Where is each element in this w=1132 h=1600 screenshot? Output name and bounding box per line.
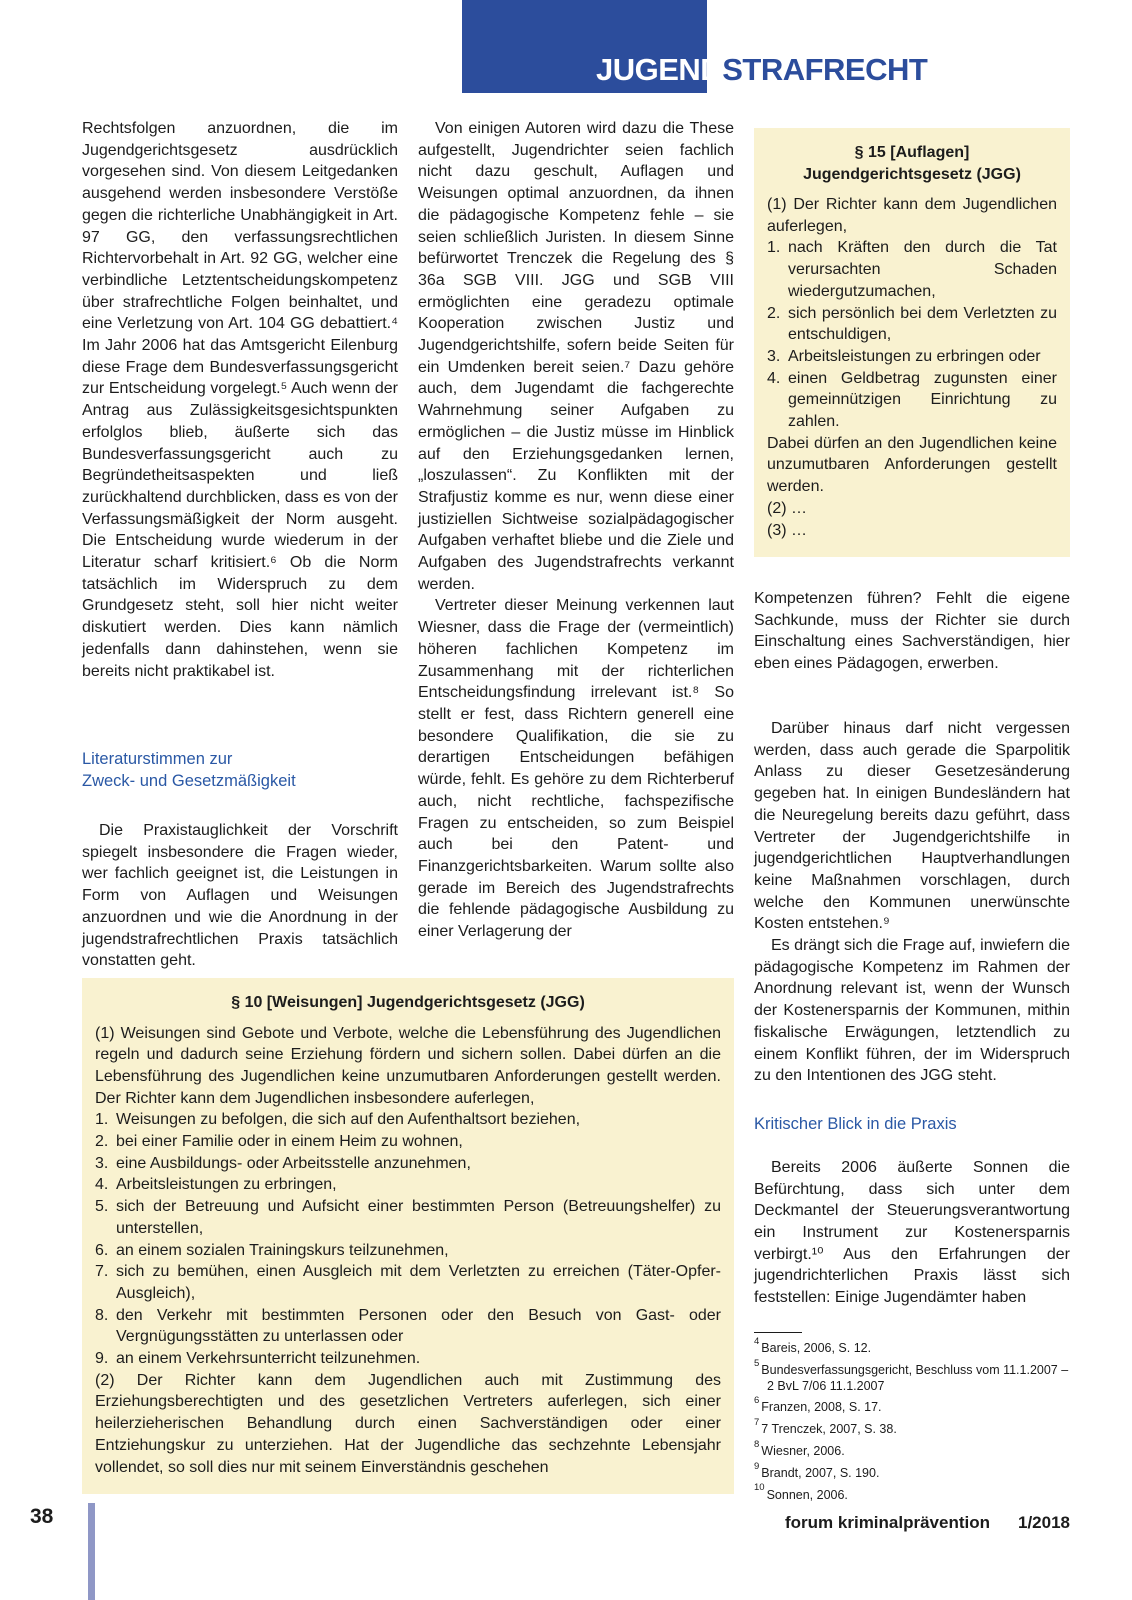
footnote-rule — [754, 1332, 802, 1333]
law-text: (3) … — [767, 521, 807, 539]
law-text: (1) Weisungen sind Gebote und Verbote, welche die Lebensführung des Jugendlichen regeln und dadurch seine Erziehung fördern und sichern sollen. Dabei dürfen an die Lebensführung des Jugendlichen keine unzumutbaren Anforderungen gestellt werden. Der Richter kann dem Jugendlichen insbesondere auferlegen, — [95, 1024, 721, 1107]
law-box-title: § 10 [Weisungen] Jugendgerichtsgesetz (JGG) — [231, 994, 585, 1011]
footnote: $^{10}$ Sonnen, 2006. — [754, 1482, 848, 1502]
page-number: 38 — [30, 1505, 54, 1528]
law-text: (1) Der Richter kann dem Jugendlichen auferlegen, — [767, 196, 1057, 235]
law-list-item: 3. Arbeitsleistungen zu erbringen oder — [767, 347, 1041, 365]
law-box-title — [767, 142, 1057, 185]
law-list-item: 6. an einem sozialen Trainingskurs teilzunehmen, — [95, 1241, 449, 1259]
law-list-item: 2. sich persönlich bei dem Verletzten zu entschuldigen, — [767, 304, 1057, 344]
footnote: $^5$ Bundesverfassungsgericht, Beschluss vom 11.1.2007 – 2 BvL 7/06 11.1.2007 — [754, 1357, 1069, 1393]
paragraph: Von einigen Autoren wird dazu die These aufgestellt, Jugendrichter seien fachlich nicht dazu geschult, Auflagen und Weisungen optimal anzuordnen, da ihnen die pädagogische Kompetenz fehle – sie seien schließlich Juristen. In diesem Sinne befürwortet Trenczek die Regelung des § 36a SGB VIII. JGG und SGB VIII ermöglichten eine geradezu optimale Kooperation zwischen Justiz und Jugendgerichtshilfe, sofern beide Seiten für ein Umdenken bereit seien.⁷ Dazu gehöre auch, dem Jugendamt die fachgerechte Wahrnehmung seiner Aufgaben zu ermöglichen – die Justiz müsse im Hinblick auf den Erziehungsgedanken lernen, „loszulassen“. Zu Konflikten mit der Strafjustiz komme es nur, wenn diese einer justiziellen Sichtweise sozialpädagogischer Aufgaben verhaftet bliebe und die Ziele und Aufgaben des Jugendstrafrechts verkannt werden. — [418, 120, 734, 593]
law-list-item: 1. Weisungen zu befolgen, die sich auf den Aufenthaltsort beziehen, — [95, 1111, 581, 1129]
column-1 — [82, 118, 398, 980]
footnote: $^7$ 7 Trenczek, 2007, S. 38. — [754, 1417, 897, 1437]
paragraph: Die Praxistauglichkeit der Vorschrift spiegelt insbesondere die Fragen wieder, wer fachlich geeignet ist, die Leistungen in Form von Auflagen und Weisungen anzuordnen und wie die Anordnung in der jugendstrafrechtlichen Praxis tatsächlich vonstatten geht. — [82, 822, 398, 970]
paragraph: Rechtsfolgen anzuordnen, die im Jugendgerichtsgesetz ausdrücklich vorgesehen sind. Von diesem Leitgedanken ausgehend werden insbesondere Verstöße gegen die richterliche Unabhängigkeit in Art. 97 GG, den verfassungsrechtlichen Richtervorbehalt in Art. 92 GG, welcher eine verbindliche Letztentscheidungskompetenz über strafrechtliche Folgen beinhaltet, und eine Verletzung von Art. 104 GG debattiert.⁴ Im Jahr 2006 hat das Amtsgericht Eilenburg diese Frage dem Bundesverfassungsgericht zur Entscheidung vorgelegt.⁵ Auch wenn der Antrag aus Zulässigkeitsgesichtspunkten erfolglos blieb, äußerte sich das Bundesverfassungsgericht auch zu Begründetheitsaspekten und ließ zurückhaltend durchblicken, dass es von der Verfassungsmäßigkeit der Norm ausgeht. Die Entscheidung wurde wiederum in der Literatur scharf kritisiert.⁶ Ob die Norm tatsächlich im Widerspruch zu dem Grundgesetz steht, soll hier nicht weiter diskutiert werden. Dies kann nämlich jedenfalls dann dahinstehen, wenn sie bereits nicht praktikabel ist. — [82, 120, 398, 680]
law-list-item: 1. nach Kräften den durch die Tat verursachten Schaden wiedergutzumachen, — [767, 239, 1057, 300]
paragraph: Vertreter dieser Meinung verkennen laut Wiesner, dass die Frage der (vermeintlich) höheren fachlichen Kompetenz im Zusammenhang mit der richterlichen Entscheidungsfindung irrelevant ist.⁸ So stellt er fest, dass Richtern generell eine besondere Qualifikation, die sie zu derartigen Entscheidungen befähigen würde, fehlt. Es gehöre zu dem Richterberuf auch, nicht rechtliche, fachspezifische Fragen zu entscheiden, so zum Beispiel auch bei den Patent- und Finanzgerichtsbarkeiten. Warum sollte also gerade im Bereich des Jugendstrafrechts die fehlende pädagogische Ausbildung zu einer Verlagerung der — [418, 597, 734, 941]
law-list-item: 2. bei einer Familie oder in einem Heim zu wohnen, — [95, 1133, 463, 1151]
law-text: (2) … — [767, 499, 807, 517]
law-text: (2) Der Richter kann dem Jugendlichen auch mit Zustimmung des Erziehungsberechtigten und des gesetzlichen Vertreters auferlegen, sich einer heilerzieherischen Behandlung durch einen Sachverständigen oder einer Entziehungskur zu unterziehen. Hat der Jugendliche das sechzehnte Lebensjahr vollendet, so soll dies nur mit seinem Einverständnis geschehen — [95, 1371, 721, 1476]
journal-name: forum kriminalprävention — [785, 1513, 990, 1532]
paragraph: Es drängt sich die Frage auf, inwiefern die pädagogische Kompetenz im Rahmen der Anordnung relevant ist, wenn der Wunsch der Kostenersparnis der Kommunen, mithin fiskalische Erwägungen, letztendlich zu einem Konflikt führen, der im Widerspruch zu den Intentionen des JGG steht. — [754, 937, 1070, 1085]
section-heading-kritischer-blick: Kritischer Blick in die Praxis — [754, 1114, 957, 1133]
law-box-title-line: § 15 [Auflagen] — [854, 144, 970, 161]
law-text: Dabei dürfen an den Jugendlichen keine unzumutbaren Anforderungen gestellt werden. — [767, 434, 1057, 496]
law-box-title-line: Jugendgerichtsgesetz (JGG) — [803, 165, 1021, 183]
section-heading-line: Literaturstimmen zur — [82, 750, 233, 768]
column-3 — [754, 118, 1070, 1600]
law-list-item: 7. sich zu bemühen, einen Ausgleich mit dem Verletzten zu erreichen (Täter-Opfer-Ausgleich), — [95, 1263, 721, 1302]
column-3-flow — [754, 718, 1070, 1309]
law-list-item: 4. Arbeitsleistungen zu erbringen, — [95, 1176, 337, 1194]
paragraph: Bereits 2006 äußerte Sonnen die Befürchtung, dass sich unter dem Deckmantel der Steuerungsverantwortung ein Instrument zur Kostenersparnis verbirgt.¹⁰ Aus den Erfahrungen der jugendrichterlichen Praxis lässt sich feststellen: Einige Jugendämter haben — [754, 1158, 1070, 1307]
column-2 — [418, 118, 734, 980]
section-heading-line: Zweck- und Gesetzmäßigkeit — [82, 772, 296, 790]
page-title-white-part: JUGEND — [596, 52, 723, 87]
footnotes — [754, 1332, 1070, 1509]
law-list-item: 4. einen Geldbetrag zugunsten einer gemeinnützigen Einrichtung zu zahlen. — [767, 369, 1057, 431]
paragraph: Kompetenzen führen? Fehlt die eigene Sachkunde, muss der Richter sie durch Einschaltung eines Sachverständigen, hier eben eines Pädagogen, erwerben. — [754, 590, 1070, 673]
page-title — [596, 52, 927, 88]
law-list-item: 9. an einem Verkehrsunterricht teilzunehmen. — [95, 1350, 421, 1368]
footer-bar — [88, 1503, 95, 1600]
footnote: $^8$ Wiesner, 2006. — [754, 1438, 845, 1458]
page-title-blue-part: STRAFRECHT — [722, 52, 928, 87]
law-list-item: 3. eine Ausbildungs- oder Arbeitsstelle anzunehmen, — [95, 1154, 471, 1172]
footer-journal-line — [785, 1513, 1070, 1533]
section-heading-literaturstimmen — [82, 748, 398, 792]
issue-number: 1/2018 — [1018, 1513, 1070, 1532]
law-list-item: 5. sich der Betreuung und Aufsicht einer bestimmten Person (Betreuungshelfer) zu unterstellen, — [95, 1198, 721, 1237]
footnote: $^4$ Bareis, 2006, S. 12. — [754, 1335, 872, 1355]
paragraph: Darüber hinaus darf nicht vergessen werden, dass auch gerade die Sparpolitik Anlass zu dieser Gesetzesänderung gegeben hat. In einigen Bundesländern hat die Neuregelung bereits dazu geführt, dass Vertreter der Jugendgerichtshilfe in jugendgerichtlichen Hauptverhandlungen keine Maßnahmen vorschlagen, durch welche den Kommunen unerwünschte Kosten entstehen.⁹ — [754, 720, 1070, 933]
footnote: $^6$ Franzen, 2008, S. 17. — [754, 1395, 882, 1415]
law-box-paragraph-15 — [754, 128, 1070, 557]
law-box-paragraph-10 — [82, 978, 734, 1494]
law-list-item: 8. den Verkehr mit bestimmten Personen oder den Besuch von Gast- oder Vergnügungsstätten zu unterlassen oder — [95, 1306, 721, 1346]
footnote: $^9$ Brandt, 2007, S. 190. — [754, 1460, 880, 1480]
